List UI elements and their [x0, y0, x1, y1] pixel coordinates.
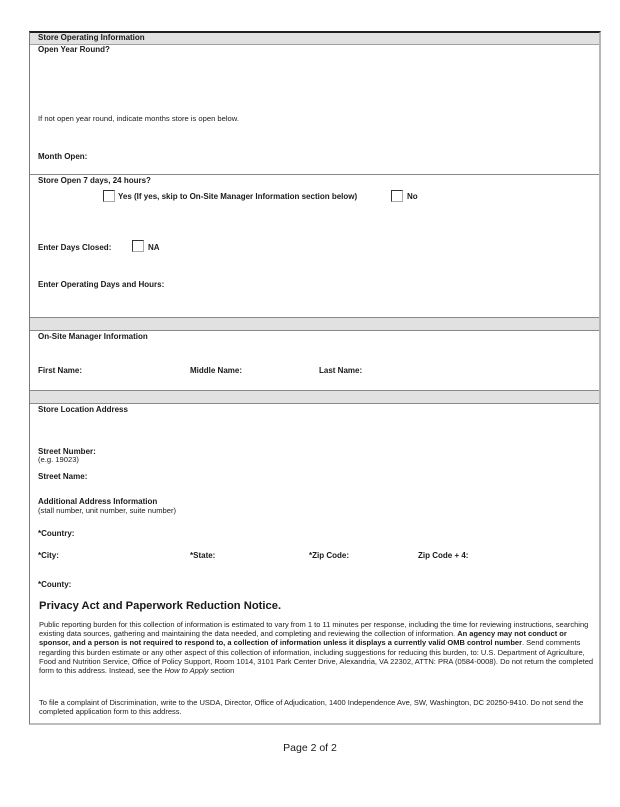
country-label: *Country:	[38, 529, 75, 538]
no-option-label: No	[407, 192, 418, 201]
discrimination-complaint-paragraph: To file a complaint of Discrimination, write to the USDA, Director, Office of Adjudication, 1400 Independence Ave, SW, Washington, DC 20250-9410. Do not send the completed application form to this address.	[39, 698, 584, 717]
omb-notice-bold: An agency may not conduct or sponsor, and a person is not required to respond to, a collection of information unless it displays a currently valid OMB control number	[39, 629, 567, 648]
additional-address-label: Additional Address Information	[38, 497, 158, 506]
section-title: Store Operating Information	[38, 33, 145, 42]
section-band	[30, 317, 599, 331]
privacy-notice-title: Privacy Act and Paperwork Reduction Notice.	[39, 600, 282, 612]
address-section-title: Store Location Address	[38, 405, 128, 414]
store-application-form	[29, 31, 601, 725]
na-option-label: NA	[148, 243, 160, 252]
burden-statement-paragraph	[39, 620, 595, 675]
month-open-label: Month Open:	[38, 152, 88, 161]
street-number-label: Street Number:	[38, 447, 96, 456]
section-header-store-operating	[30, 33, 599, 45]
not-year-round-note: If not open year round, indicate months store is open below.	[38, 114, 239, 123]
open-year-round-label: Open Year Round?	[38, 45, 110, 54]
how-to-apply-reference: How to Apply	[164, 666, 209, 676]
burden-text: Public reporting burden for this collection of information is estimated to vary from 1 to 11 minutes per response, including the time for reviewing instructions, searching existing data sources, gathering and maintaining the data needed, and completing and reviewing the collection of information.	[39, 620, 589, 639]
street-name-label: Street Name:	[38, 472, 88, 481]
city-label: *City:	[38, 551, 59, 560]
first-name-label: First Name:	[38, 366, 83, 375]
operating-days-hours-label: Enter Operating Days and Hours:	[38, 280, 165, 289]
middle-name-label: Middle Name:	[190, 366, 243, 375]
na-checkbox[interactable]	[132, 240, 144, 252]
divider	[30, 174, 599, 175]
no-checkbox[interactable]	[391, 190, 403, 202]
burden-text-end: section	[208, 666, 235, 676]
manager-section-title: On-Site Manager Information	[38, 332, 148, 341]
days-closed-label: Enter Days Closed:	[38, 243, 112, 252]
yes-option-label: Yes (If yes, skip to On-Site Manager Information section below)	[118, 192, 358, 201]
page-number: Page 2 of 2	[283, 742, 337, 754]
additional-address-hint: (stall number, unit number, suite number)	[38, 506, 177, 515]
burden-text-continued: . Send comments regarding this burden estimate or any other aspect of this collection of information, including suggestions for reducing this burden, to: U.S. Department of Agriculture, Food and Nutrition Service, Office of Policy Support, Room 1014, 3101 Park Center Drive, Alexandria, VA 22302, ATTN: PRA (0584-0008). Do not return the completed form to this address. Instead, see the	[39, 638, 594, 676]
last-name-label: Last Name:	[319, 366, 363, 375]
county-label: *County:	[38, 580, 72, 589]
yes-checkbox[interactable]	[103, 190, 115, 202]
section-band	[30, 390, 599, 404]
state-label: *State:	[190, 551, 216, 560]
zip-code-label: *Zip Code:	[309, 551, 349, 560]
street-number-hint: (e.g. 19023)	[38, 455, 79, 464]
open-24-7-label: Store Open 7 days, 24 hours?	[38, 176, 151, 185]
zip-plus-four-label: Zip Code + 4:	[418, 551, 469, 560]
